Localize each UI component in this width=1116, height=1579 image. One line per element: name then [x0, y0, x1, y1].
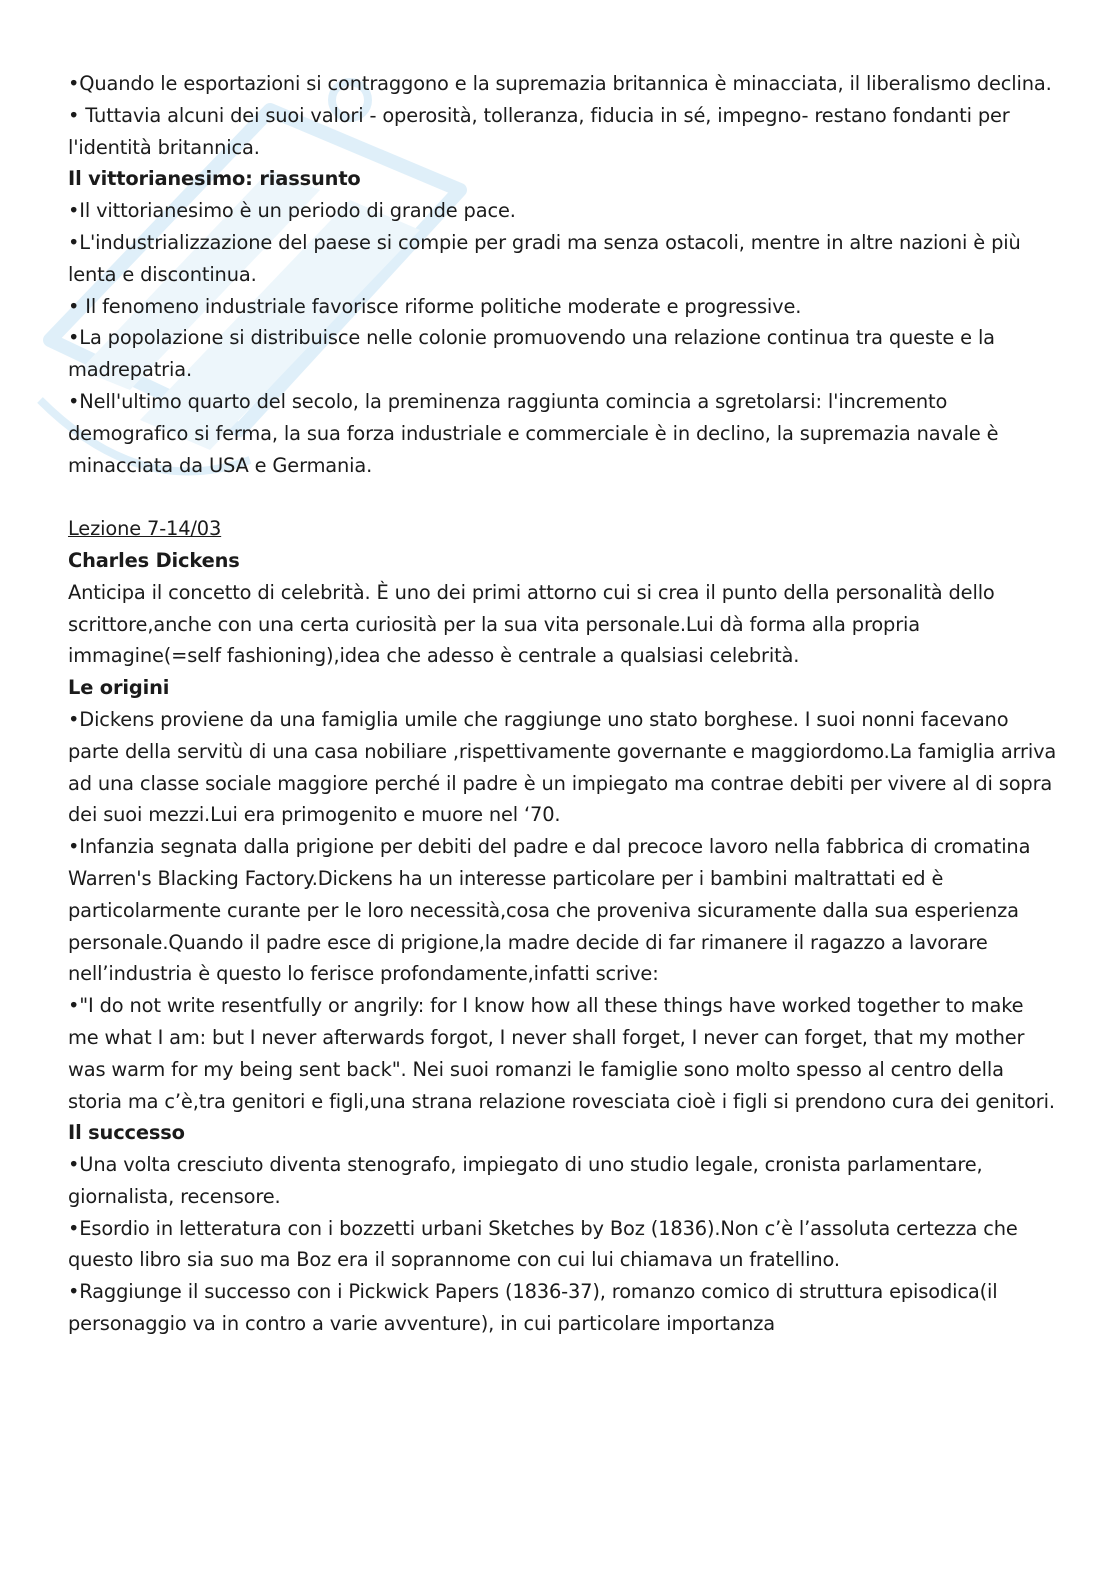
paragraph-colonie: •La popolazione si distribuisce nelle colonie promuovendo una relazione continua tra queste e la madrepatria. [68, 326, 995, 382]
paragraph-riforme: • Il fenomeno industriale favorisce riforme politiche moderate e progressive. [68, 294, 802, 318]
heading-successo: Il successo [68, 1121, 185, 1145]
paragraph-infanzia: •Infanzia segnata dalla prigione per debiti del padre e dal precoce lavoro nella fabbrica di cromatina Warren's Blacking Factory.Dickens ha un interesse particolare per i bambini maltrattati ed è particolarmente curante per le loro necessità,cosa che proveniva sicuramente dalla sua esperienza personale.Quando il padre esce di prigione,la madre decide di far rimanere il ragazzo a lavorare nell’industria è questo lo ferisce profondamente,infatti scrive: [68, 835, 1031, 986]
heading-charles-dickens: Charles Dickens [68, 548, 240, 572]
paragraph-pickwick-papers: •Raggiunge il successo con i Pickwick Papers (1836-37), romanzo comico di struttura episodica(il personaggio va in contro a varie avventure), in cui particolare importanza [68, 1280, 998, 1336]
document-page [68, 68, 1058, 1340]
paragraph-industrializzazione: •L'industrializzazione del paese si compie per gradi ma senza ostacoli, mentre in altre nazioni è più lenta e discontinua. [68, 230, 1021, 286]
paragraph-citazione: •"I do not write resentfully or angrily: for I know how all these things have worked together to make me what I am: but I never afterwards forgot, I never shall forget, I never can forget, that my mother was warm for my being sent back". Nei suoi romanzi le famiglie sono molto spesso al centro della storia ma c’è,tra genitori e figli,una strana relazione rovesciata cioè i figli si prendono cura dei genitori. [68, 994, 1055, 1113]
heading-origini: Le origini [68, 676, 170, 700]
paragraph-stenografo: •Una volta cresciuto diventa stenografo, impiegato di uno studio legale, cronista parlamentare, giornalista, recensore. [68, 1153, 983, 1208]
paragraph-valori: • Tuttavia alcuni dei suoi valori - operosità, tolleranza, fiducia in sé, impegno- restano fondanti per l'identità britannica. [68, 103, 1010, 159]
paragraph-celebrita: Anticipa il concetto di celebrità. È uno dei primi attorno cui si crea il punto della personalità dello scrittore,anche con una certa curiosità per la sua vita personale.Lui dà forma alla propria immagine(=self fashioning),idea che adesso è centrale a qualsiasi celebrità. [68, 580, 995, 668]
heading-riassunto: Il vittorianesimo: riassunto [68, 167, 361, 191]
paragraph-famiglia: •Dickens proviene da una famiglia umile che raggiunge uno stato borghese. I suoi nonni facevano parte della servitù di una casa nobiliare ,rispettivamente governante e maggiordomo.La famiglia arriva ad una classe sociale maggiore perché il padre è un impiegato ma contrae debiti per vivere al di sopra dei suoi mezzi.Lui era primogenito e muore nel ‘70. [68, 707, 1057, 827]
lesson-date: Lezione 7-14/03 [68, 517, 222, 541]
paragraph-sketches-by-boz: •Esordio in letteratura con i bozzetti urbani Sketches by Boz (1836).Non c’è l’assoluta certezza che questo libro sia suo ma Boz era il soprannome con cui lui chiamava un fratellino. [68, 1216, 1018, 1272]
blank-line [68, 481, 1058, 513]
paragraph-declino: •Nell'ultimo quarto del secolo, la preminenza raggiunta comincia a sgretolarsi: l'incremento demografico si ferma, la sua forza industriale e commerciale è in declino, la supremazia navale è minacciata da USA e Germania. [68, 389, 999, 477]
paragraph-pace: •Il vittorianesimo è un periodo di grande pace. [68, 199, 516, 223]
paragraph-esportazioni: •Quando le esportazioni si contraggono e la supremazia britannica è minacciata, il liberalismo declina. [68, 72, 1052, 95]
